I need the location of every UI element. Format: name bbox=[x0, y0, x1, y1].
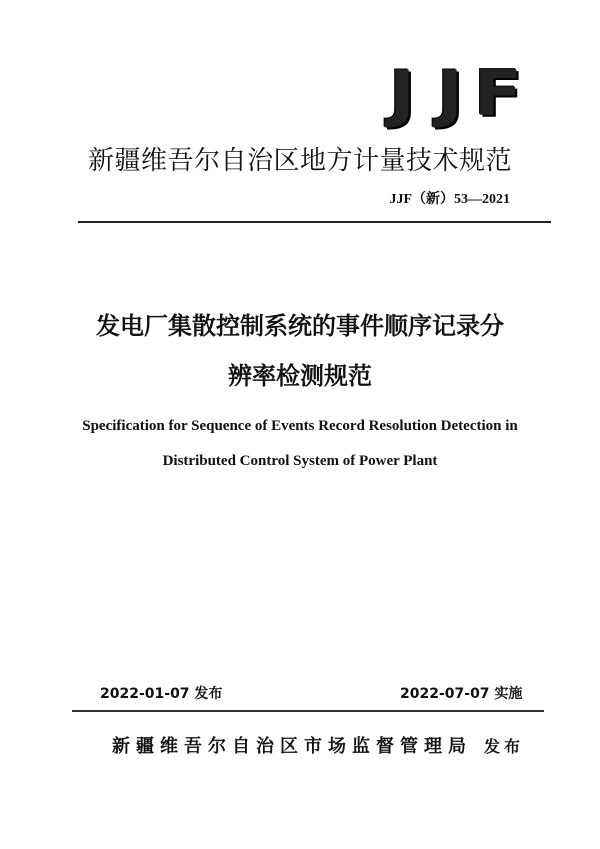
document-title-zh-line1: 发电厂集散控制系统的事件顺序记录分 bbox=[96, 312, 504, 340]
logo-letter: F bbox=[473, 57, 523, 130]
logo-letter: J bbox=[436, 57, 464, 130]
issuing-authority: 新疆维吾尔自治区市场监督管理局 bbox=[112, 736, 472, 757]
effective-date: 2022-07-07 实施 bbox=[400, 686, 523, 702]
standard-series-title: 新疆维吾尔自治区地方计量技术规范 bbox=[88, 146, 513, 176]
standard-code: JJF（新）53—2021 bbox=[389, 192, 510, 207]
issuing-authority-suffix: 发布 bbox=[484, 737, 525, 756]
footer-divider bbox=[72, 710, 544, 712]
jjf-logo bbox=[380, 57, 523, 130]
document-title-en-line2: Distributed Control System of Power Plant bbox=[162, 453, 438, 469]
document-title-en-line1: Specification for Sequence of Events Record Resolution Detection in bbox=[82, 418, 518, 434]
document-title-zh-line2: 辨率检测规范 bbox=[228, 362, 372, 390]
issue-date: 2022-01-07 发布 bbox=[100, 686, 223, 702]
logo-letter: J bbox=[388, 57, 416, 130]
header-divider bbox=[78, 221, 551, 223]
